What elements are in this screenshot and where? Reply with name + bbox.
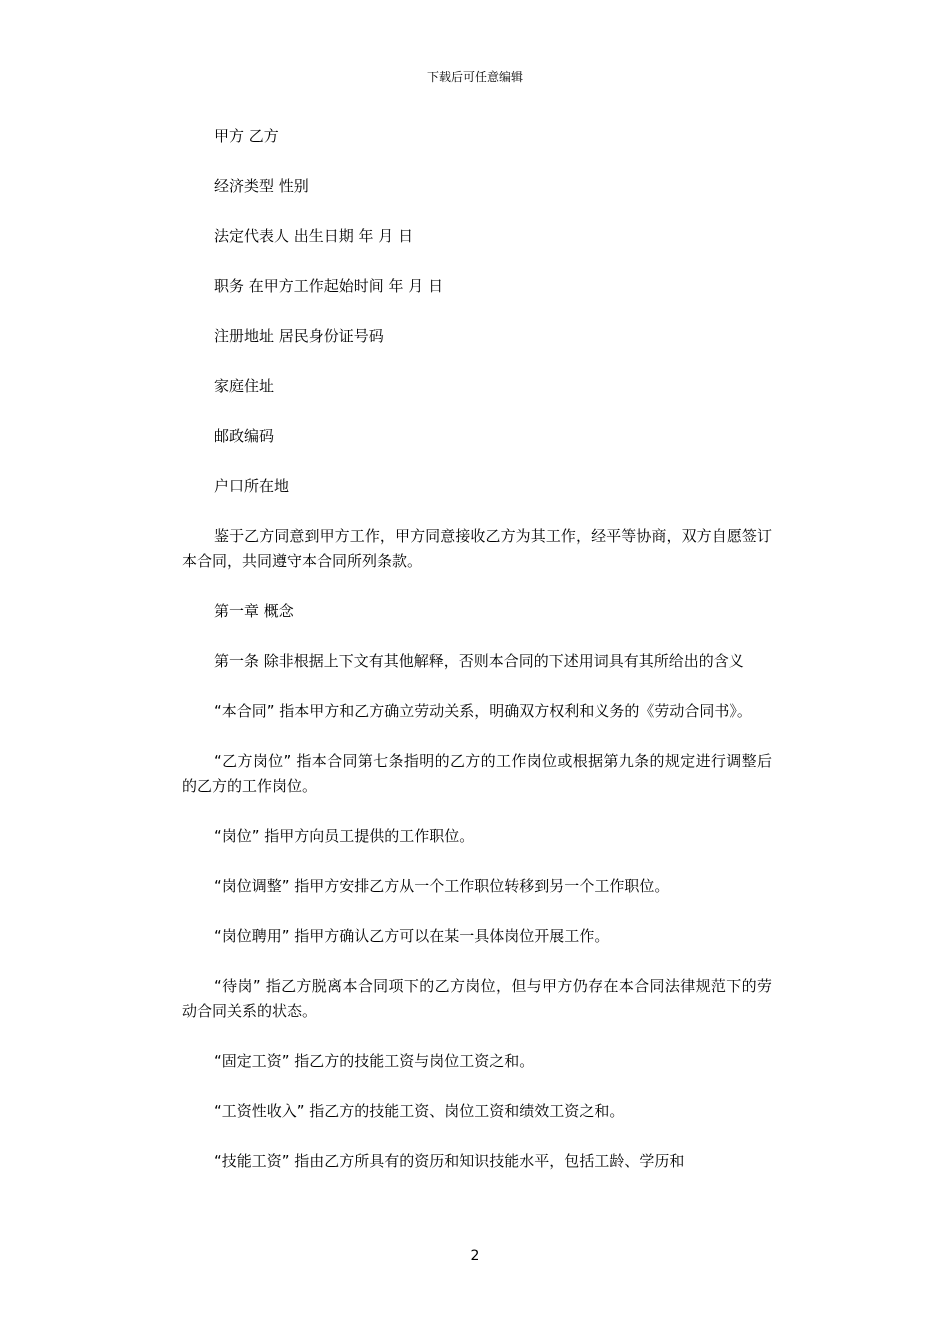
document-body (182, 124, 772, 1199)
definition-party-b-position: “乙方岗位” 指本合同第七条指明的乙方的工作岗位或根据第九条的规定进行调整后的乙方的工作岗位。 (182, 752, 772, 795)
page-header-note: 下载后可任意编辑 (426, 70, 523, 84)
legal-representative-line: 法定代表人 出生日期 年 月 日 (214, 227, 414, 245)
definition-position: “岗位” 指甲方向员工提供的工作职位。 (214, 827, 475, 845)
home-address-line: 家庭住址 (214, 377, 275, 395)
position-line: 职务 在甲方工作起始时间 年 月 日 (214, 277, 444, 295)
definition-waiting-post: “待岗” 指乙方脱离本合同项下的乙方岗位，但与甲方仍存在本合同法律规范下的劳动合同关系的状态。 (182, 977, 772, 1020)
definition-skill-wage: “技能工资” 指由乙方所具有的资历和知识技能水平，包括工龄、学历和 (214, 1152, 685, 1170)
preamble-paragraph: 鉴于乙方同意到甲方工作，甲方同意接收乙方为其工作，经平等协商，双方自愿签订本合同，共同遵守本合同所列条款。 (182, 527, 772, 570)
definition-position-adjustment: “岗位调整” 指甲方安排乙方从一个工作职位转移到另一个工作职位。 (214, 877, 670, 895)
postal-code-line: 邮政编码 (214, 427, 275, 445)
registered-address-line: 注册地址 居民身份证号码 (214, 327, 384, 345)
party-line: 甲方 乙方 (214, 127, 279, 145)
definition-position-hiring: “岗位聘用” 指甲方确认乙方可以在某一具体岗位开展工作。 (214, 927, 610, 945)
household-registration-line: 户口所在地 (214, 477, 290, 495)
definition-wage-income: “工资性收入” 指乙方的技能工资、岗位工资和绩效工资之和。 (214, 1102, 625, 1120)
economic-type-line: 经济类型 性别 (214, 177, 309, 195)
chapter-heading: 第一章 概念 (214, 602, 294, 620)
definition-fixed-wage: “固定工资” 指乙方的技能工资与岗位工资之和。 (214, 1052, 535, 1070)
definition-contract: “本合同” 指本甲方和乙方确立劳动关系，明确双方权利和义务的《劳动合同书》。 (214, 702, 752, 720)
page-number: 2 (470, 1248, 480, 1264)
article-one-paragraph: 第一条 除非根据上下文有其他解释，否则本合同的下述用词具有其所给出的含义 (214, 652, 744, 670)
